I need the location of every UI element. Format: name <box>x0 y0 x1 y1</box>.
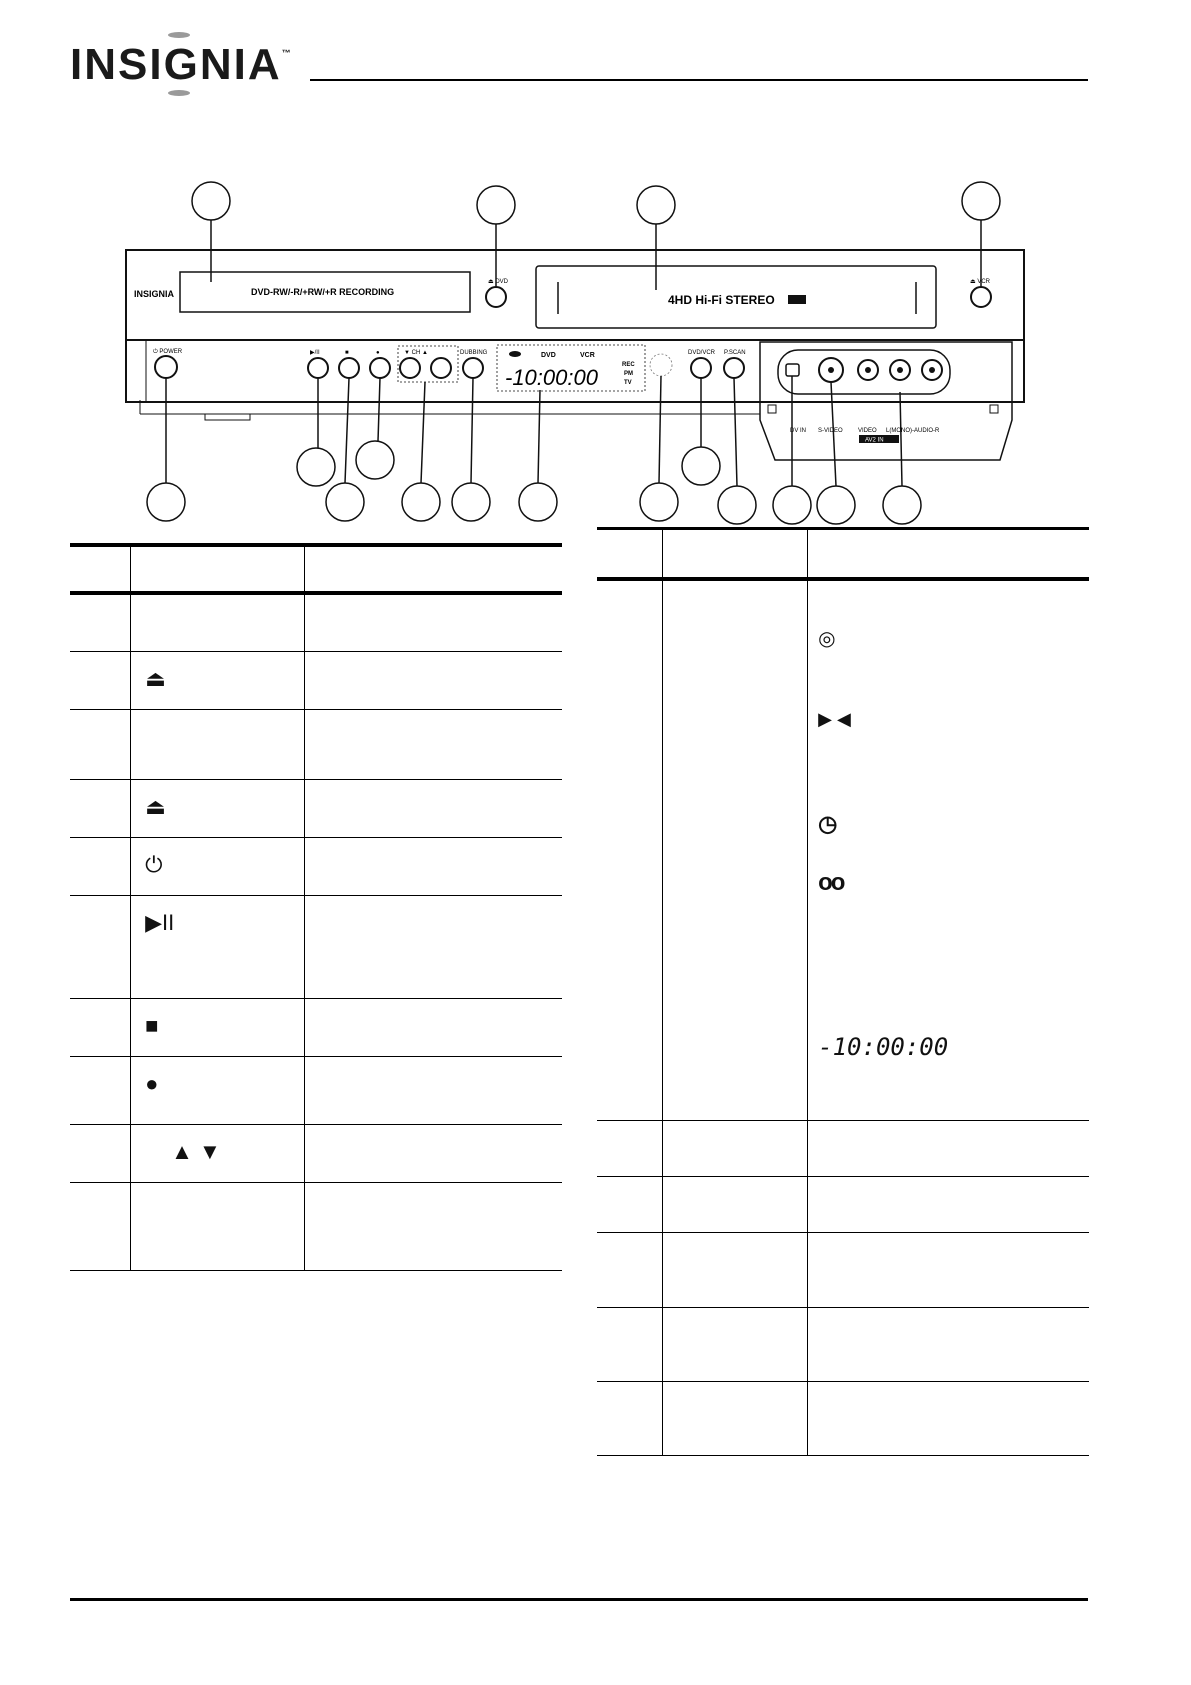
stop-button[interactable] <box>339 358 359 378</box>
left-header-col3 <box>305 545 562 593</box>
vcr-slot-label: 4HD Hi-Fi STEREO <box>668 293 775 307</box>
play-reverse-icons: ▶ ◀ <box>818 709 851 729</box>
callout-9 <box>402 483 440 521</box>
table-row <box>597 1176 1089 1232</box>
table-row <box>597 1307 1089 1381</box>
callout-13 <box>682 447 720 485</box>
callout-11 <box>519 483 557 521</box>
display-indicator-cell <box>808 579 1089 1120</box>
display-digits-icon: -10:00:00 <box>818 1033 949 1061</box>
display-digits: -10:00:00 <box>505 365 598 390</box>
av-input-door <box>760 342 1012 402</box>
channel-up-button[interactable] <box>431 358 451 378</box>
vcr-eject-label: ⏏ VCR <box>970 279 991 285</box>
dvd-vcr-label: DVD/VCR <box>688 350 716 356</box>
callout-14 <box>718 486 756 524</box>
av-in-label: AV2 IN <box>865 437 884 444</box>
callout-10 <box>452 483 490 521</box>
dv-in-jack[interactable] <box>786 364 799 376</box>
dv-in-label: DV IN <box>790 428 807 434</box>
s-video-pin <box>828 367 834 373</box>
row-symbol <box>131 1182 305 1270</box>
av-input-bezel <box>778 350 950 394</box>
channel-label: ▼ CH ▲ <box>404 350 428 356</box>
logo-text-prefix: INSI <box>70 40 164 89</box>
table-row <box>70 779 562 837</box>
dubbing-button[interactable] <box>463 358 483 378</box>
pscan-label: P.SCAN <box>724 350 746 356</box>
display-tv-indicator: TV <box>624 380 632 386</box>
leader-17 <box>900 392 902 486</box>
right-header-col3 <box>808 529 1089 580</box>
power-icon: ⏻ <box>131 837 305 895</box>
video-jack-pin <box>865 367 871 373</box>
remote-sensor <box>650 354 672 376</box>
audio-label: L(MONO)-AUDIO-R <box>886 428 940 434</box>
power-label: ⏻ POWER <box>153 349 183 355</box>
dubbing-label: DUBBING <box>460 350 488 356</box>
leader-8 <box>378 378 380 441</box>
rec-label: ● <box>376 350 380 356</box>
video-label: VIDEO <box>858 428 877 434</box>
door-hinge-right <box>990 405 998 413</box>
power-button[interactable] <box>155 356 177 378</box>
dvd-tray-label: DVD-RW/-R/+RW/+R RECORDING <box>251 287 395 297</box>
record-button[interactable] <box>370 358 390 378</box>
play-label: ▶/II <box>310 350 320 356</box>
stop-icon: ■ <box>131 998 305 1056</box>
leader-9 <box>421 382 425 483</box>
pscan-button[interactable] <box>724 358 744 378</box>
callout-1 <box>192 182 230 220</box>
right-controls-table <box>597 527 1089 1456</box>
callout-4 <box>962 182 1000 220</box>
right-header-col2 <box>662 529 807 580</box>
table-row <box>597 1120 1089 1176</box>
table-row <box>70 895 562 998</box>
cassette-icon: oo <box>818 869 844 896</box>
disc-indicator-icon <box>509 351 521 357</box>
table-row <box>70 593 562 651</box>
front-panel-diagram <box>0 0 1191 540</box>
door-hinge-left <box>768 405 776 413</box>
row-symbol <box>131 593 305 651</box>
right-header-col1 <box>597 529 662 580</box>
callout-8 <box>356 441 394 479</box>
audio-left-pin <box>897 367 903 373</box>
vcr-eject-button[interactable] <box>971 287 991 307</box>
callout-17 <box>883 486 921 524</box>
vcr-eject-symbol: ⏏ <box>131 779 305 837</box>
callouts <box>147 182 1000 524</box>
right-table-header <box>597 529 1089 580</box>
leader-12 <box>659 376 661 483</box>
callout-16 <box>817 486 855 524</box>
table-row <box>70 837 562 895</box>
play-pause-button[interactable] <box>308 358 328 378</box>
channel-arrows-icon: ▲ ▼ <box>131 1124 305 1182</box>
left-header-col1 <box>70 545 131 593</box>
unit-brand: INSIGNIA <box>134 289 175 299</box>
display-rec-indicator: REC <box>622 362 635 368</box>
timer-icon: ◷ <box>818 811 838 836</box>
logo-text-suffix: NIA <box>199 40 282 89</box>
display-vcr-indicator: VCR <box>580 352 595 359</box>
record-icon: ● <box>131 1056 305 1124</box>
play-pause-icon: ▶II <box>131 895 305 998</box>
dvd-eject-button[interactable] <box>486 287 506 307</box>
left-controls-table <box>70 543 562 1271</box>
leader-14 <box>734 378 737 486</box>
logo-text-g: G <box>163 40 200 89</box>
channel-down-button[interactable] <box>400 358 420 378</box>
table-row <box>70 651 562 709</box>
left-table-header <box>70 545 562 593</box>
callout-5 <box>147 483 185 521</box>
callout-7 <box>326 483 364 521</box>
table-row <box>70 998 562 1056</box>
dvd-eject-label: ⏏ DVD <box>488 279 509 285</box>
callout-15 <box>773 486 811 524</box>
leader-16 <box>831 382 836 486</box>
table-row <box>70 1056 562 1124</box>
table-row <box>70 1182 562 1270</box>
table-row <box>597 579 1089 1120</box>
table-row <box>597 1381 1089 1455</box>
dvd-eject-symbol: ⏏ <box>131 651 305 709</box>
stop-label: ■ <box>345 350 349 356</box>
vhs-logo <box>788 295 806 304</box>
audio-right-pin <box>929 367 935 373</box>
dvd-vcr-button[interactable] <box>691 358 711 378</box>
trademark-symbol: ™ <box>281 48 293 58</box>
s-video-label: S-VIDEO <box>818 428 843 434</box>
leader-10 <box>471 378 473 483</box>
foot-center <box>205 414 250 420</box>
leader-11 <box>538 390 540 483</box>
callout-2 <box>477 186 515 224</box>
disc-icon: ◎ <box>818 628 836 650</box>
callout-6 <box>297 448 335 486</box>
table-row <box>597 1232 1089 1307</box>
table-row <box>70 1124 562 1182</box>
row-symbol <box>131 709 305 779</box>
footer-rule <box>70 1598 1088 1601</box>
callout-3 <box>637 186 675 224</box>
left-header-col2 <box>131 545 305 593</box>
leader-7 <box>345 378 349 483</box>
table-row <box>70 709 562 779</box>
callout-12 <box>640 483 678 521</box>
display-dvd-indicator: DVD <box>541 352 556 359</box>
display-pm-indicator: PM <box>624 371 633 377</box>
